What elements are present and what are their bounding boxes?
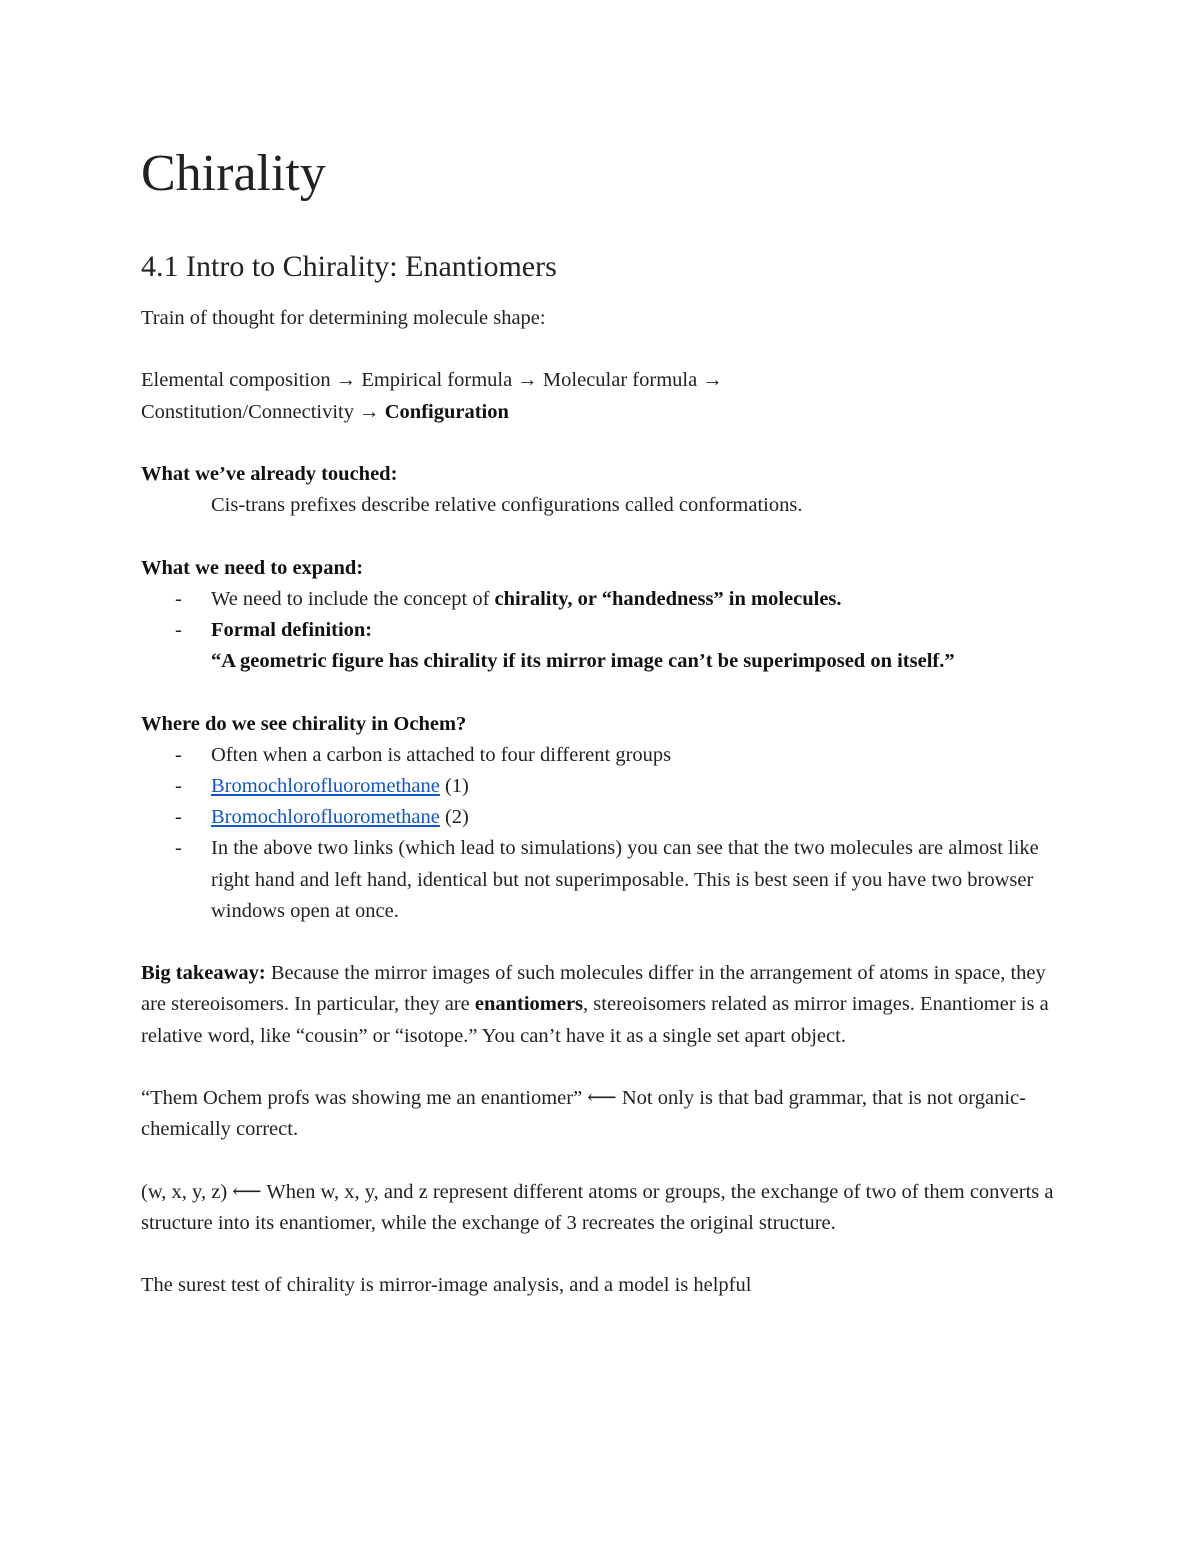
where-heading: Where do we see chirality in Ochem? xyxy=(141,712,467,735)
expand-list xyxy=(141,584,1071,678)
dash-bullet: - xyxy=(175,806,182,829)
train-line-2-text: Constitution/Connectivity → xyxy=(141,400,385,423)
formal-definition-quote: “A geometric figure has chirality if its mirror image can’t be superimposed on itself.” xyxy=(211,650,955,673)
list-item xyxy=(141,584,1071,615)
link-2-suffix: (2) xyxy=(439,806,469,829)
list-item xyxy=(141,740,1071,771)
document-title: Chirality xyxy=(141,145,326,202)
touched-text: Cis-trans prefixes describe relative configurations called conformations. xyxy=(211,494,803,517)
dash-bullet: - xyxy=(175,618,182,641)
dash-bullet: - xyxy=(175,774,182,797)
takeaway-text-a: Because the mirror images of such molecules differ in the arrangement of atoms in space, they are stereoisomers. In particular, they are xyxy=(141,962,1046,1016)
final-paragraph: The surest test of chirality is mirror-image analysis, and a model is helpful xyxy=(141,1274,752,1297)
train-label: Train of thought for determining molecule shape: xyxy=(141,307,546,329)
takeaway-paragraph xyxy=(141,958,1071,1052)
where-item-1: Often when a carbon is attached to four different groups xyxy=(211,743,672,766)
takeaway-text-b: , stereoisomers related as mirror images. Enantiomer is a relative word, like “cousin” or “isotope.” You can’t have it as a single set apart object. xyxy=(141,993,1049,1047)
bromochlorofluoromethane-link-2[interactable]: Bromochlorofluoromethane xyxy=(211,806,440,829)
link-1-suffix: (1) xyxy=(439,774,469,797)
list-item xyxy=(141,833,1071,927)
bromochlorofluoromethane-link-1[interactable]: Bromochlorofluoromethane xyxy=(211,774,440,797)
list-item xyxy=(141,771,1071,802)
touched-heading: What we’ve already touched: xyxy=(141,462,398,485)
quote-paragraph: “Them Ochem profs was showing me an enantiomer” ⟵ Not only is that bad grammar, that is not organic-chemically correct. xyxy=(141,1086,1026,1141)
where-list xyxy=(141,740,1071,927)
expand-heading: What we need to expand: xyxy=(141,556,364,579)
configuration-term: Configuration xyxy=(384,400,509,423)
document-body xyxy=(141,303,1071,1301)
expand-item-1-text: We need to include the concept of xyxy=(211,587,495,610)
dash-bullet: - xyxy=(175,837,182,860)
takeaway-label: Big takeaway: xyxy=(141,962,266,985)
train-line-1: Elemental composition → Empirical formula → Molecular formula → xyxy=(141,369,723,392)
dash-bullet: - xyxy=(175,587,182,610)
list-item xyxy=(141,802,1071,833)
exchange-paragraph: (w, x, y, z) ⟵ When w, x, y, and z represent different atoms or groups, the exchange of two of them converts a structure into its enantiomer, while the exchange of 3 recreates the original structure. xyxy=(141,1180,1054,1234)
enantiomers-term: enantiomers xyxy=(474,993,584,1016)
list-item xyxy=(141,615,1071,677)
dash-bullet: - xyxy=(175,743,182,766)
formal-definition-label: Formal definition: xyxy=(211,618,373,641)
where-item-4: In the above two links (which lead to simulations) you can see that the two molecules are almost like right hand and left hand, identical but not superimposable. This is best seen if you have two browser windows open at once. xyxy=(211,837,1039,922)
expand-item-1-bold: chirality, or “handedness” in molecules. xyxy=(494,587,842,610)
train-line-2 xyxy=(141,397,1071,428)
section-heading: 4.1 Intro to Chirality: Enantiomers xyxy=(141,250,557,283)
